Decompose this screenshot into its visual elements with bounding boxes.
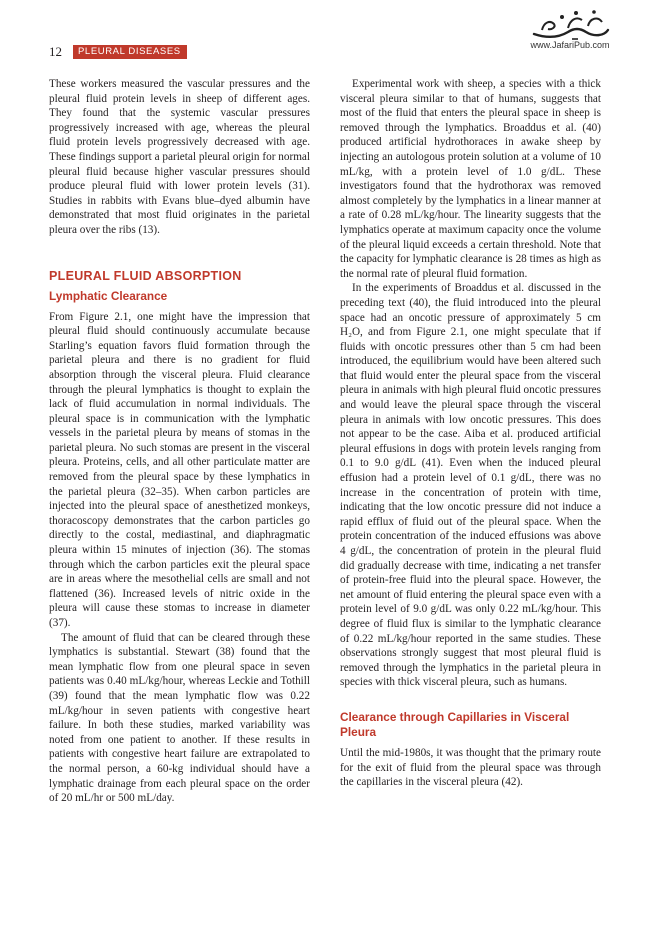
paragraph: These workers measured the vascular pressures and the pleural fluid protein levels in sheep of different ages. They found that the systemic vascular pressures progressively increased with age, whereas the pleural fluid protein levels progressively decreased with age. These findings support a parietal pleural origin for normal pleural fluid because higher vascular pressures should produce pleural fluid with lower protein levels (31). Studies in rabbits with Evans blue–dyed albumin have demonstrated that most fluid originates in the parietal pleura over the ribs (13). <box>49 78 310 236</box>
paragraph: Until the mid-1980s, it was thought that the primary route for the exit of fluid from the pleural space was through the capillaries in the visceral pleura (42). <box>340 746 601 789</box>
paragraph: In the experiments of Broaddus et al. discussed in the preceding text (40), the fluid introduced into the pleural space had an oncotic pressure of approximately 5 cm H₂O, and from Figure 2.1, one might speculate that if fluids with oncotic pressures other than 5 cm had been introduced, the equilibrium would have been altered such that fluid would enter the pleural space from the visceral pleura in animals with high pleural fluid oncotic pressures and would leave the pleural space through the visceral pleura in animals with low oncotic pressures. This does not appear to be the case. Aiba et al. produced artificial pleural effusions in dogs with protein levels ranging from 0.1 to 9.0 g/dL (41). Even when the induced pleural effusion had a protein level of 0.1 g/dL, there was no increase in the concentration of protein with time, indicating that the low oncotic pressure did not induce a rapid efflux of fluid out of the pleural space. When the protein concentration of the induced effusions was above 4 g/dL, the concentration of protein in the pleural fluid did gradually decrease with time, indicating a net transfer of protein-free fluid into the pleural space. However, the net amount of fluid entering the pleural space even with a protein level of 9.0 g/dL was only 0.22 mL/kg/hour. This degree of fluid flux is similar to the lymphatic clearance of 0.22 mL/kg/hour reported in the same studies. These observations strongly suggest that most pleural fluid is removed through the lymphatics in the parietal pleura in species with thick visceral pleura, such as humans. <box>340 282 601 689</box>
section-heading: PLEURAL FLUID ABSORPTION <box>49 268 242 283</box>
paragraph: The amount of fluid that can be cleared through these lymphatics is substantial. Stewart (38) found that the mean lymphatic flow from one pleural space in seven patients was 0.40 mL/kg/hour, whereas Leckie and Tothill (39) found that the mean lymphatic flow was 0.22 mL/kg/hour in seven patients with congestive heart failure. In both these studies, marked variability was noted from one patient to another. If these results in patients with congestive heart failure are extrapolated to the normal person, a 60-kg individual should have a lymphatic drainage from each pleural space on the order of 20 mL/hr or 500 mL/day. <box>49 631 310 805</box>
publisher-watermark <box>520 8 620 50</box>
right-column <box>340 77 601 790</box>
paragraph: Experimental work with sheep, a species with a thick visceral pleura similar to that of humans, suggests that most of the fluid that enters the pleural space in sheep is removed through the lymphatics. Broaddus et al. (40) produced artificial hydrothoraces in awake sheep by injecting an autologous protein solution at a volume of 10 mL/kg, with a protein level of 1.0 g/dL. These investigators found that the hydrothorax was removed almost completely by the lymphatics in a linear manner at a rate of 0.28 mL/kg/hour. The linearity suggests that the lymphatics operate at maximum capacity once the volume of the pleural liquid exceeds a certain threshold. Note that the capacity for lymphatic clearance is 28 times as high as the normal rate of pleural fluid formation. <box>340 78 601 280</box>
running-head: PLEURAL DISEASES <box>73 45 187 59</box>
left-column <box>49 77 310 806</box>
subsection-heading: Clearance through Capillaries in Visceral Pleura <box>340 709 570 739</box>
publisher-logo-icon <box>528 8 612 42</box>
paragraph: From Figure 2.1, one might have the impression that pleural fluid should continuously accumulate because Starling’s equation favors fluid formation through the parietal pleura and there is no gradient for fluid absorption through the visceral pleura. Fluid clearance through the pleural lymphatics is thought to explain the lack of fluid accumulation in normal individuals. The pleural space is in communication with the lymphatic vessels in the parietal pleura by means of stomas in the parietal pleura. No such stomas are present in the visceral pleura. Proteins, cells, and all other particulate matter are removed from the pleural space by these lymphatics in the parietal pleura (32–35). When carbon particles are injected into the pleural space of anesthetized monkeys, thoracoscopy demonstrates that the carbon particles go directly to the costal, mediastinal, and diaphragmatic pleura within 15 minutes of injection (36). The stomas through which the carbon particles exit the pleural space are in areas where the mesothelial cells are small and not flattened (36). Increased levels of nitric oxide in the pleura will cause these stomas to increase in diameter (37). <box>49 310 310 629</box>
page-number: 12 <box>49 44 62 59</box>
watermark-url: www.JafariPub.com <box>530 40 610 50</box>
subsection-heading: Lymphatic Clearance <box>49 288 168 303</box>
page-header <box>49 45 187 59</box>
